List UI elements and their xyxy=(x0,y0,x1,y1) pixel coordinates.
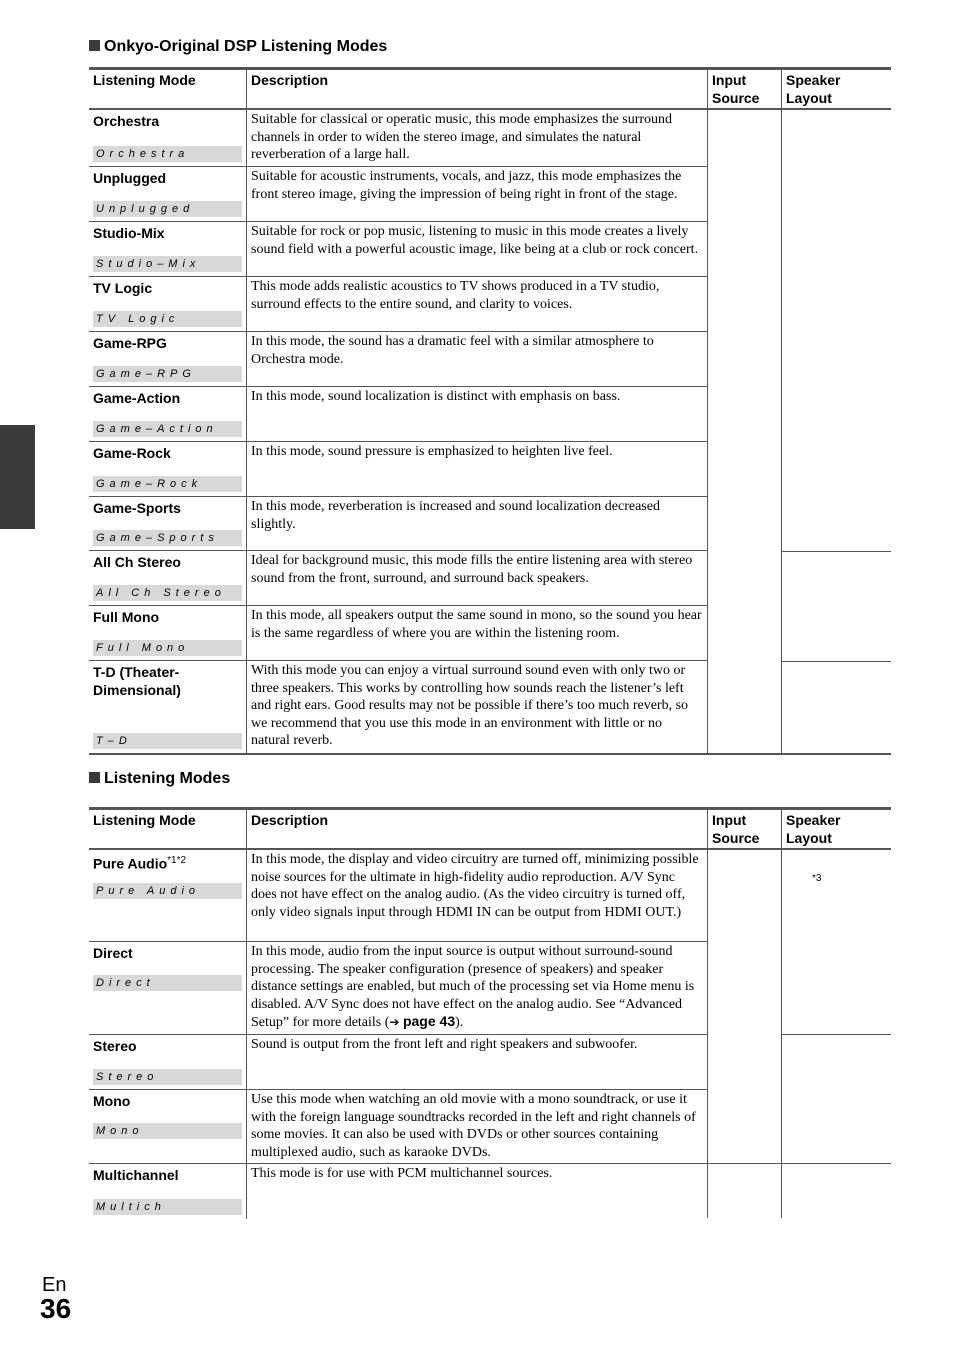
display-indicator: Game–Action xyxy=(93,421,242,437)
input-source-cell xyxy=(707,1164,781,1219)
input-source-cell xyxy=(707,942,781,1035)
table-row xyxy=(89,332,891,387)
input-source-cell xyxy=(707,110,781,167)
description-text: In this mode, audio from the input source is output without surround-sound processing. The speaker configuration (presence of speakers) and speaker distance settings are enabled, but much of the processing set via Home menu is disabled. A/V Sync does not have effect on the analog audio. See “Advanced Setup” for more details ( xyxy=(251,944,695,1031)
description-cell: With this mode you can enjoy a virtual surround sound even with only two or three speakers. This works by controlling how sounds reach the listener’s left and right ears. Good results may not be possible if there’s too much reverb, so we recommend that you use this mode in an environment with little or no natural reverb. xyxy=(246,661,707,753)
mode-cell xyxy=(89,110,246,167)
display-indicator: Game–RPG xyxy=(93,366,242,382)
square-bullet-icon xyxy=(89,772,100,783)
input-source-cell xyxy=(707,1090,781,1164)
page-number: 36 xyxy=(40,1293,72,1324)
mode-name-text: T-D (Theater-Dimensional) xyxy=(93,664,181,698)
speaker-layout-cell xyxy=(781,110,891,167)
mode-cell xyxy=(89,222,246,277)
row-rule xyxy=(781,661,891,662)
row-rule xyxy=(781,551,891,552)
row-rule xyxy=(781,1034,891,1035)
display-indicator: Multich xyxy=(93,1199,242,1215)
description-cell: This mode is for use with PCM multichannel sources. xyxy=(246,1164,707,1219)
description-cell: In this mode, sound pressure is emphasized to heighten live feel. xyxy=(246,442,707,497)
mode-name xyxy=(93,852,242,873)
mode-name-text: Studio-Mix xyxy=(93,225,165,241)
mode-name xyxy=(93,1092,242,1110)
description-cell: Sound is output from the front left and right speakers and subwoofer. xyxy=(246,1035,707,1090)
input-source-cell xyxy=(707,551,781,606)
table-row xyxy=(89,110,891,167)
display-indicator: All Ch Stereo xyxy=(93,585,242,601)
row-rule xyxy=(707,1163,891,1164)
header-speaker-layout: Speaker Layout xyxy=(781,810,891,848)
description-cell: In this mode, reverberation is increased and sound localization decreased slightly. xyxy=(246,497,707,551)
mode-cell xyxy=(89,277,246,332)
speaker-layout-cell xyxy=(781,1164,891,1219)
mode-cell xyxy=(89,606,246,661)
input-source-cell xyxy=(707,277,781,332)
mode-name xyxy=(93,334,242,352)
display-indicator: Full Mono xyxy=(93,640,242,656)
speaker-layout-cell xyxy=(781,167,891,222)
display-indicator: T–D xyxy=(93,733,242,749)
mode-name xyxy=(93,553,242,571)
mode-name-text: TV Logic xyxy=(93,280,153,296)
table-row xyxy=(89,1090,891,1164)
header-speaker-layout: Speaker Layout xyxy=(781,70,891,108)
input-source-cell xyxy=(707,387,781,442)
mode-cell xyxy=(89,387,246,442)
table-row xyxy=(89,850,891,942)
display-indicator: Game–Rock xyxy=(93,476,242,492)
header-listening-mode: Listening Mode xyxy=(93,72,196,88)
header-listening-mode: Listening Mode xyxy=(93,812,196,828)
description-cell: This mode adds realistic acoustics to TV shows produced in a TV studio, surround effects to the entire sound, and clarity to voices. xyxy=(246,277,707,332)
table-row xyxy=(89,1035,891,1090)
mode-cell xyxy=(89,1090,246,1164)
header-description: Description xyxy=(246,810,707,848)
display-indicator: Stereo xyxy=(93,1069,242,1085)
description-cell: In this mode, the sound has a dramatic feel with a similar atmosphere to Orchestra mode. xyxy=(246,332,707,387)
mode-name xyxy=(93,1037,242,1055)
mode-name-text: Unplugged xyxy=(93,170,167,186)
mode-name-text: Mono xyxy=(93,1093,131,1109)
mode-name-text: Stereo xyxy=(93,1038,137,1054)
header-input-source: Input Source xyxy=(707,810,781,848)
mode-name xyxy=(93,944,242,962)
input-source-cell xyxy=(707,661,781,753)
table-row xyxy=(89,551,891,606)
input-source-cell xyxy=(707,1035,781,1090)
page-reference-link[interactable]: page 43 xyxy=(402,1013,456,1030)
mode-name-text: Game-Sports xyxy=(93,500,181,516)
description-cell: In this mode, the display and video circuitry are turned off, minimizing possible noise sources for the ultimate in high-fidelity audio reproduction. A/V Sync does not have effect on the analog audio. (As the video circuitry is turned off, only video signals input through HDMI IN can be output from HDMI OUT.) xyxy=(246,850,707,942)
mode-cell xyxy=(89,442,246,497)
mode-name-text: Multichannel xyxy=(93,1167,179,1183)
mode-cell xyxy=(89,942,246,1035)
speaker-layout-cell xyxy=(781,551,891,606)
input-source-cell xyxy=(707,222,781,277)
mode-name xyxy=(93,608,242,626)
table-header xyxy=(89,70,891,110)
input-source-cell xyxy=(707,606,781,661)
speaker-layout-cell xyxy=(781,387,891,442)
mode-name xyxy=(93,1166,242,1184)
listening-modes-table xyxy=(89,807,891,1219)
table-row xyxy=(89,167,891,222)
mode-cell xyxy=(89,661,246,753)
mode-name xyxy=(93,112,242,130)
square-bullet-icon xyxy=(89,40,100,51)
table-header xyxy=(89,810,891,850)
mode-name-text: Game-RPG xyxy=(93,335,167,351)
table-row xyxy=(89,1164,891,1219)
description-cell: Suitable for classical or operatic music, this mode emphasizes the surround channels in order to widen the stereo image, and simulates the natural reverberation of a large hall. xyxy=(246,110,707,167)
table-row xyxy=(89,661,891,753)
display-indicator: Direct xyxy=(93,975,242,991)
speaker-layout-cell xyxy=(781,1090,891,1164)
description-cell: In this mode, sound localization is distinct with emphasis on bass. xyxy=(246,387,707,442)
page-language: En xyxy=(42,1274,67,1296)
description-text: ). xyxy=(455,1015,464,1031)
mode-name xyxy=(93,389,242,407)
description-cell: Use this mode when watching an old movie with a mono soundtrack, or use it with the foreign language soundtracks recorded in the left and right channels of some movies. It can also be used with DVDs or other sources containing multiplexed audio, such as karaoke DVDs. xyxy=(246,1090,707,1164)
display-indicator: TV Logic xyxy=(93,311,242,327)
mode-name xyxy=(93,444,242,462)
arrow-right-icon: ➔ xyxy=(389,1015,400,1030)
section-title-dsp: Onkyo-Original DSP Listening Modes xyxy=(89,38,387,56)
speaker-layout-cell xyxy=(781,661,891,753)
mode-name xyxy=(93,169,242,187)
column-rule xyxy=(707,110,708,753)
display-indicator: Orchestra xyxy=(93,146,242,162)
speaker-layout-note: *3 xyxy=(812,873,822,884)
mode-cell xyxy=(89,1035,246,1090)
mode-name-text: Game-Rock xyxy=(93,445,171,461)
mode-name-text: Orchestra xyxy=(93,113,160,129)
description-cell: Suitable for acoustic instruments, vocals, and jazz, this mode emphasizes the front stereo image, giving the impression of being right in front of the stage. xyxy=(246,167,707,222)
speaker-layout-cell xyxy=(781,1035,891,1090)
column-rule xyxy=(781,110,782,753)
speaker-layout-cell xyxy=(781,850,891,942)
description-cell: In this mode, all speakers output the same sound in mono, so the sound you hear is the same regardless of where you are within the listening room. xyxy=(246,606,707,661)
display-indicator: Pure Audio xyxy=(93,883,242,899)
mode-name-text: Direct xyxy=(93,945,133,961)
table-row xyxy=(89,942,891,1035)
speaker-layout-cell xyxy=(781,442,891,497)
mode-name xyxy=(93,224,242,242)
mode-name xyxy=(93,663,193,699)
table-body xyxy=(89,110,891,753)
section-title-listening: Listening Modes xyxy=(89,770,230,788)
input-source-cell xyxy=(707,167,781,222)
input-source-cell xyxy=(707,497,781,551)
mode-cell xyxy=(89,497,246,551)
mode-cell xyxy=(89,167,246,222)
speaker-layout-cell xyxy=(781,497,891,551)
mode-cell xyxy=(89,850,246,942)
table-row xyxy=(89,606,891,661)
header-description: Description xyxy=(246,70,707,108)
mode-name xyxy=(93,279,242,297)
mode-name-text: Full Mono xyxy=(93,609,160,625)
table-row xyxy=(89,497,891,551)
input-source-cell xyxy=(707,850,781,942)
table-row xyxy=(89,387,891,442)
table-row xyxy=(89,277,891,332)
mode-name xyxy=(93,499,242,517)
display-indicator: Game–Sports xyxy=(93,530,242,546)
mode-cell xyxy=(89,1164,246,1219)
speaker-layout-cell xyxy=(781,942,891,1035)
input-source-cell xyxy=(707,332,781,387)
mode-name-text: Pure Audio xyxy=(93,855,168,872)
mode-cell xyxy=(89,551,246,606)
mode-name-text: Game-Action xyxy=(93,390,181,406)
speaker-layout-cell xyxy=(781,606,891,661)
description-cell xyxy=(246,942,707,1035)
input-source-cell xyxy=(707,442,781,497)
table-row xyxy=(89,222,891,277)
description-cell: Suitable for rock or pop music, listening to music in this mode creates a lively sound field with a powerful acoustic image, like being at a club or rock concert. xyxy=(246,222,707,277)
display-indicator: Unplugged xyxy=(93,201,242,217)
dsp-modes-table xyxy=(89,67,891,755)
speaker-layout-cell xyxy=(781,277,891,332)
display-indicator: Studio–Mix xyxy=(93,256,242,272)
header-input-source: Input Source xyxy=(707,70,781,108)
mode-name-text: All Ch Stereo xyxy=(93,554,181,570)
side-thumb-tab xyxy=(0,425,35,529)
footnote-marker: *1*2 xyxy=(167,855,187,866)
speaker-layout-cell xyxy=(781,332,891,387)
table-row xyxy=(89,442,891,497)
display-indicator: Mono xyxy=(93,1123,242,1139)
mode-cell xyxy=(89,332,246,387)
description-cell: Ideal for background music, this mode fills the entire listening area with stereo sound from the front, surround, and surround back speakers. xyxy=(246,551,707,606)
speaker-layout-cell xyxy=(781,222,891,277)
